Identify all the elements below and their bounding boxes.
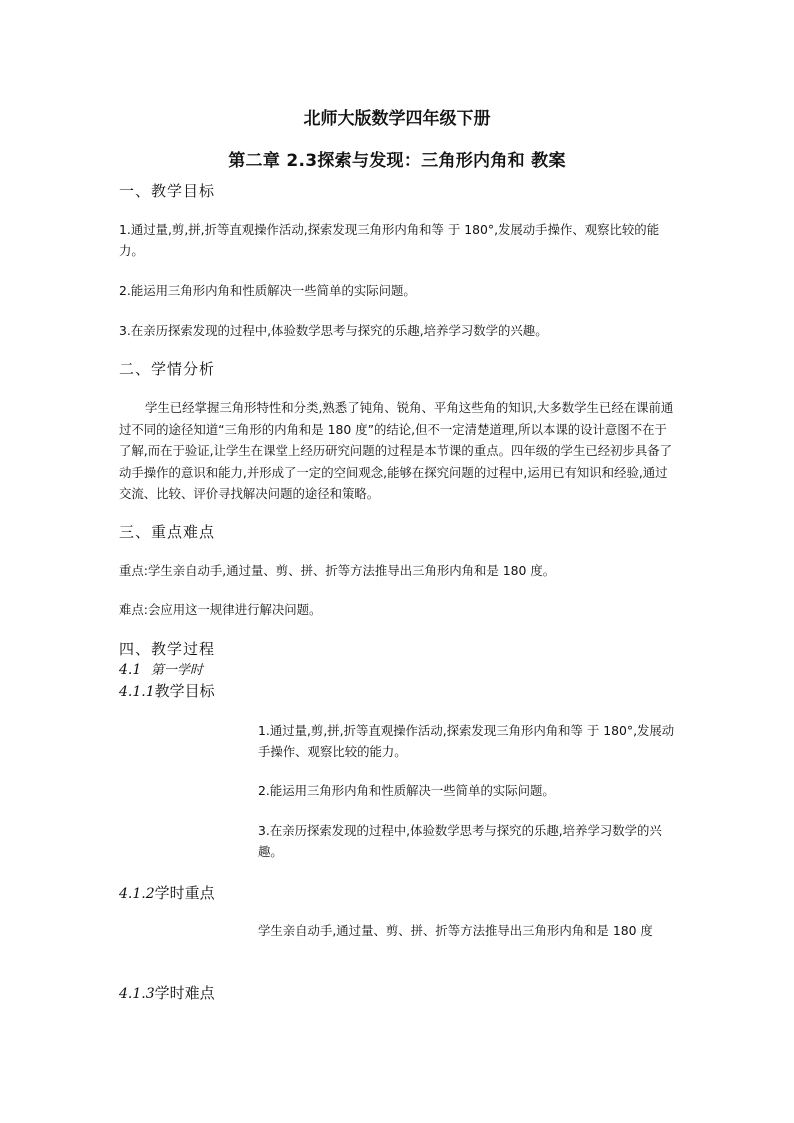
document-title: 北师大版数学四年级下册 <box>303 109 491 129</box>
lesson-number: 4.1 <box>119 662 142 678</box>
subsection-heading-2 <box>119 882 215 903</box>
objective-item-3: 3.在亲历探索发现的过程中,体验数学思考与探究的乐趣,培养学习数学的兴趣。 <box>119 323 548 338</box>
objective-item-1: 1.通过量,剪,拼,折等直观操作活动,探索发现三角形内角和等 于 180°,发展动手操作、观察比较的能力。 <box>119 222 660 258</box>
section-heading-objectives: 一、教学目标 <box>119 182 216 200</box>
subsection-heading-3 <box>119 982 215 1003</box>
lesson-label: 第一学时 <box>150 663 203 678</box>
subsection-label-3: 学时难点 <box>154 984 215 1002</box>
section-heading-key-points: 三、重点难点 <box>119 523 216 541</box>
lesson-objective-item-2: 2.能运用三角形内角和性质解决一些简单的实际问题。 <box>258 783 555 798</box>
lesson-heading <box>119 659 203 678</box>
subsection-number-1: 4.1.1 <box>119 684 155 700</box>
subsection-label-1: 教学目标 <box>154 682 215 700</box>
lesson-objective-item-3: 3.在亲历探索发现的过程中,体验数学思考与探究的乐趣,培养学习数学的兴趣。 <box>258 823 662 859</box>
difficulty-text: 难点:会应用这一规律进行解决问题。 <box>119 602 322 617</box>
subsection-label-2: 学时重点 <box>154 884 215 902</box>
section-heading-analysis: 二、学情分析 <box>119 360 216 378</box>
analysis-paragraph: 学生已经掌握三角形特性和分类,熟悉了钝角、锐角、平角这些角的知识,大多数学生已经在课前通过不同的途径知道“三角形的内角和是 180 度”的结论,但不一定清楚道理,所以本课的设计意图不在于了解,而在于验证,让学生在课堂上经历研究问题的过程是本节课的重点。四年级的学生已经初步具备了动手操作的意识和能力,并形成了一定的空间观念,能够在探究问题的过程中,运用已有知识和经验,通过交流、比较、评价寻找解决问题的途径和策略。 <box>119 400 674 501</box>
document-subtitle: 第二章 2.3探索与发现：三角形内角和 教案 <box>228 151 566 171</box>
subsection-heading-1 <box>119 680 215 701</box>
objective-item-2: 2.能运用三角形内角和性质解决一些简单的实际问题。 <box>119 283 416 298</box>
section-heading-process: 四、教学过程 <box>119 640 216 658</box>
subsection-number-3: 4.1.3 <box>119 986 155 1002</box>
lesson-objective-item-1: 1.通过量,剪,拼,折等直观操作活动,探索发现三角形内角和等 于 180°,发展动手操作、观察比较的能力。 <box>258 723 675 759</box>
key-point-text: 重点:学生亲自动手,通过量、剪、拼、折等方法推导出三角形内角和是 180 度。 <box>119 563 556 578</box>
subsection-number-2: 4.1.2 <box>119 886 155 902</box>
lesson-key-point-text: 学生亲自动手,通过量、剪、拼、折等方法推导出三角形内角和是 180 度 <box>258 923 653 938</box>
